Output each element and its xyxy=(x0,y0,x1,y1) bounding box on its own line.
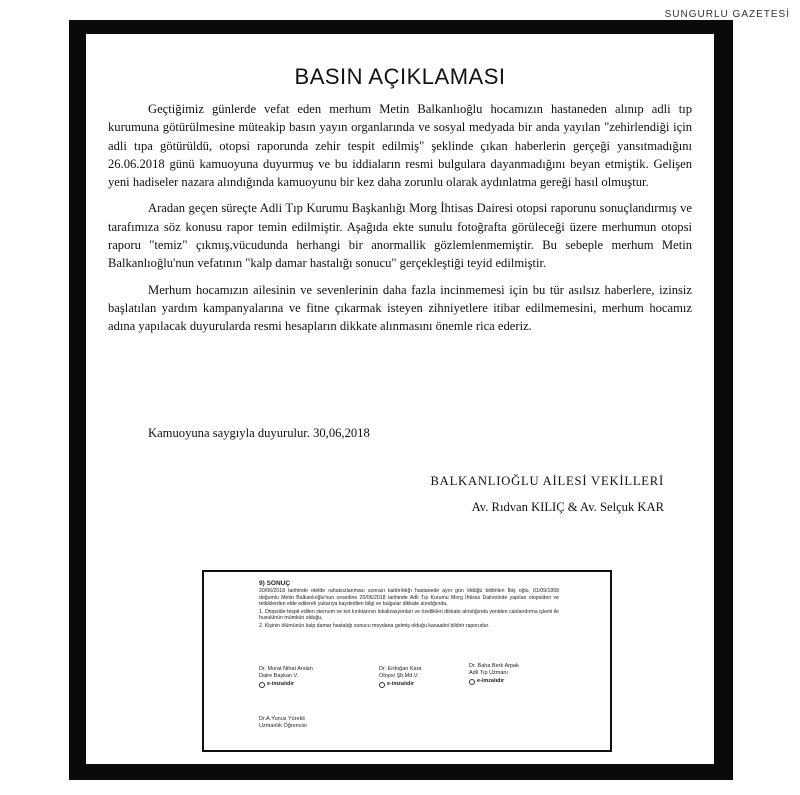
signer-title: Otopsi Şb.Md.V. xyxy=(379,673,419,679)
signature-line-2: Av. Rıdvan KILIÇ & Av. Selçuk KAR xyxy=(471,500,664,514)
paragraph-1: Geçtiğimiz günlerde vefat eden merhum Metin Balkanlıoğlu hocamızın hastaneden alınıp adli tıp kurumuna götürülmesine müteakip basın yayın organlarında ve sosyal medyada bir anda yayılan "zehirlendiği için adli tıpa götürüldü, otopsi raporunda zehir tespit edilmiş" şeklinde çıkan haberlerin gerçeği yansıtmadığını 26.06.2018 günü kamuoyuna duyurmuş ve bu iddiaların resmi bulgulara dayanmadığını beyan etmiştik. Gelişen yeni hadiseler nazara alındığında kamuoyunu bir kez daha zorunlu olarak aydınlatma gereği hasıl olmuştur. xyxy=(108,102,692,190)
document-body xyxy=(108,100,692,344)
signer-name: Dr. Murat Nihat Arslan xyxy=(259,666,313,672)
report-content xyxy=(259,580,559,630)
e-signature-label: e-imzalıdır xyxy=(267,681,295,687)
e-signature xyxy=(379,681,422,688)
report-heading: 9) SONUÇ xyxy=(259,580,291,587)
press-release-document xyxy=(86,34,714,764)
signer-name: Dr. Erdoğan Kara xyxy=(379,666,422,672)
signer-name: Dr.A.Yunus Yürekli xyxy=(259,716,305,722)
e-signature-icon xyxy=(469,679,475,685)
signature-line-1: BALKANLIOĞLU AİLESİ VEKİLLERİ xyxy=(430,474,664,488)
report-text: 20/06/2018 tarihinde otelde rahatsızlanması sonrası kaldırıldığı hastanede aynı gün öldüğü bildirilen İbiş oğlu, 01/09/1958 doğumlu Metin Balkanlıoğlu'nun cesedine 20/06/2018 tarihinde Adli Tıp Kurumu Morg İhtisas Dairesinde yapılan otopsiden ve tetkiklerden elde edilerek yukarıya kaydedilen bilgi ve bulgular dikkate alındığında, xyxy=(259,588,559,608)
e-signature xyxy=(469,678,519,685)
closing-line: Kamuoyuna saygıyla duyurulur. 30,06,2018 xyxy=(148,426,370,440)
autopsy-report-image xyxy=(202,570,612,752)
signer-1 xyxy=(259,666,313,688)
signer-3 xyxy=(469,663,519,685)
e-signature-icon xyxy=(259,682,265,688)
report-item-2: 2. Kişinin ölümünün kalp damar hastalığı sonucu meydana gelmiş olduğu kanaatini bildirir raporudur. xyxy=(259,622,490,629)
paragraph-3: Merhum hocamızın ailesinin ve sevenlerinin daha fazla incinmemesi için bu tür asılsız haberlere, izinsiz başlatılan yardım kampanyalarına ve fitne çıkarmak isteyen zihniyetlere itibar edilmemesini, merhum hocamız adına yapılacak duyurularda resmi hesapların dikkate alınmasını önemle rica ederiz. xyxy=(108,282,692,334)
signer-title: Uzmanlık Öğrencisi xyxy=(259,723,307,729)
signer-4 xyxy=(259,716,307,730)
report-item-1: 1. Otopside tespit edilen sternum ve kot kırıklarının lokalizasyonları ve özellikleri dikkate alındığında yeniden canlandırma işlemi ile husulünün mümkün olduğu, xyxy=(259,608,559,622)
signer-2 xyxy=(379,666,422,688)
e-signature-label: e-imzalıdır xyxy=(387,681,415,687)
e-signature-icon xyxy=(379,682,385,688)
report-signers xyxy=(259,663,599,746)
signer-title: Daire Başkan V. xyxy=(259,673,299,679)
e-signature xyxy=(259,681,313,688)
paragraph-2: Aradan geçen süreçte Adli Tıp Kurumu Başkanlığı Morg İhtisas Dairesi otopsi raporunu sonuçlandırmış ve tarafımıza söz konusu rapor temin edilmiştir. Aşağıda ekte sunulu fotoğrafta görüleceği üzere merhumun otopsi raporu "temiz" çıkmış,vücudunda herhangi bir anormallik gözlemlenmemiştir. Bu sebeple merhum Metin Balkanlıoğlu'nun vefatının "kalp damar hastalığı sonucu" gerçekleştiği teyid edilmiştir. xyxy=(108,201,692,271)
watermark: SUNGURLU GAZETESİ xyxy=(664,9,790,20)
signer-title: Adli Tıp Uzmanı xyxy=(469,670,509,676)
signer-name: Dr. Baha Berk Arpak xyxy=(469,663,519,669)
document-title: BASIN AÇIKLAMASI xyxy=(294,64,506,89)
e-signature-label: e-imzalıdır xyxy=(477,678,505,684)
